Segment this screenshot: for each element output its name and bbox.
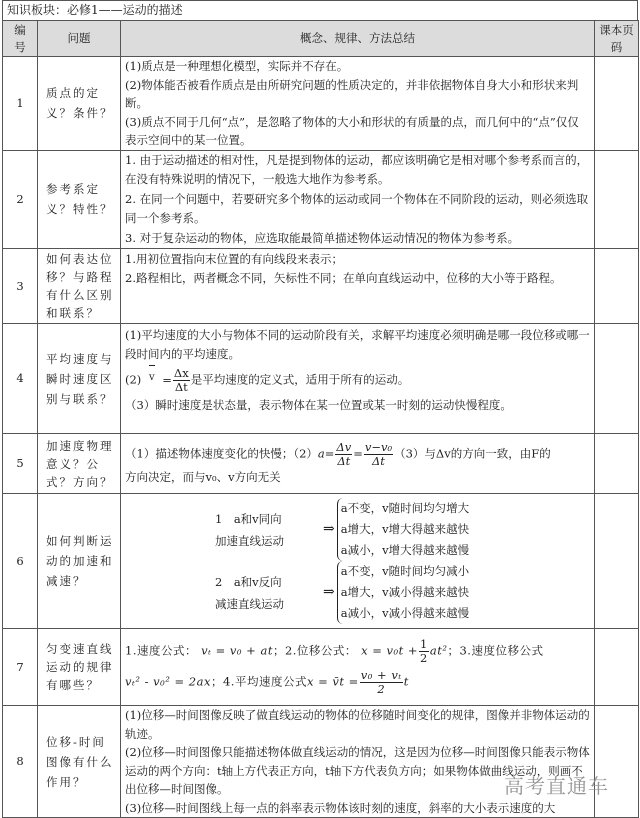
row-num: 5 xyxy=(3,434,38,494)
row-num: 8 xyxy=(3,706,38,818)
summary-line: (3)质点不同于几何“点”，是忽略了物体的大小和形状的有质量的点，而几何中的“点”仅仅表示空间中的某一位置。 xyxy=(125,114,579,147)
row-question: 参考系定义？特性？ xyxy=(38,150,121,249)
fraction-numerator: Δx xyxy=(173,366,189,380)
row-question: 加速度物理意义？公式？方向？ xyxy=(38,434,121,494)
knowledge-table-page xyxy=(2,0,638,818)
summary-line: (2)物体能否被看作质点是由所研究问题的性质决定的，并非依据物体自身大小和形状来判断。 xyxy=(125,77,579,110)
average-velocity-formula-tail: t xyxy=(403,674,409,689)
case-item: a减小，v增大得越来越慢 xyxy=(340,543,470,557)
summary-text: 1.速度公式： xyxy=(125,643,197,658)
case-title: 2 a和v反向 xyxy=(215,574,282,589)
table-row xyxy=(3,434,639,494)
row-summary xyxy=(121,324,595,434)
case-item: a减小，v减小得越来越慢 xyxy=(340,606,470,620)
row-summary xyxy=(121,249,595,324)
formula-line xyxy=(125,367,590,394)
row-page xyxy=(595,150,639,249)
summary-line: (1)平均速度的大小与物体不同的运动阶段有关，求解平均速度必须明确是哪一段位移或哪一段时间内的平均速度。 xyxy=(125,328,590,361)
row-num: 6 xyxy=(3,494,38,629)
summary-text: ；2.位移公式： xyxy=(272,643,357,658)
row-question: 如何表达位移？与路程有什么区别和联系？ xyxy=(38,249,121,324)
summary-text: （3）与Δv的方向一致，由F的 xyxy=(394,446,551,461)
fraction-avg xyxy=(360,669,403,696)
average-velocity-formula: x = v̄t = xyxy=(306,674,359,689)
equals-sign: = xyxy=(353,446,363,461)
fraction-denominator: Δt xyxy=(337,453,351,468)
fraction-numerator: v₀ + vₜ xyxy=(360,668,402,682)
fraction-denominator: Δt xyxy=(174,380,188,394)
row-question: 平均速度与瞬时速度区别与联系？ xyxy=(38,324,121,434)
summary-text: ；3.速度位移公式 xyxy=(447,643,544,658)
table-header-row xyxy=(3,21,639,57)
fraction-numerator: 1 xyxy=(420,637,428,651)
table-row xyxy=(3,494,639,629)
fraction-numerator: Δv xyxy=(336,439,352,454)
row-question: 位移-时间图像有什么作用？ xyxy=(38,706,121,818)
displacement-formula-tail: at² xyxy=(429,643,448,658)
knowledge-table xyxy=(2,20,639,818)
formula-line xyxy=(125,669,590,696)
case-label xyxy=(215,571,315,615)
row-page xyxy=(595,57,639,151)
fraction-dv-dt xyxy=(335,441,352,468)
header-question: 问题 xyxy=(38,21,121,57)
row-num: 4 xyxy=(3,324,38,434)
case-brace xyxy=(337,561,469,624)
formula-prefix: (2) xyxy=(125,372,142,387)
case-group-same-direction xyxy=(215,498,590,561)
row-num: 1 xyxy=(3,57,38,151)
table-row xyxy=(3,629,639,706)
case-brace xyxy=(337,498,469,561)
header-summary: 概念、规律、方法总结 xyxy=(121,21,595,57)
acceleration-symbol: a= xyxy=(317,446,335,461)
fraction-half xyxy=(419,638,429,665)
case-label xyxy=(215,508,315,552)
summary-line: （3）瞬时速度是状态量，表示物体在某一位置或某一时刻的运动快慢程度。 xyxy=(125,398,512,412)
average-velocity-symbol: v xyxy=(149,369,155,388)
summary-line: 方向决定，而与v₀、v方向无关 xyxy=(125,469,281,484)
case-group-opposite-direction xyxy=(215,561,590,624)
row-num: 7 xyxy=(3,629,38,706)
row-summary xyxy=(121,150,595,249)
row-num: 3 xyxy=(3,249,38,324)
table-row xyxy=(3,57,639,151)
row-page xyxy=(595,249,639,324)
watermark-text: 高考直通车 xyxy=(504,774,609,798)
section-title: 知识板块：必修1——运动的描述 xyxy=(2,0,638,20)
summary-line: 1.用初位置指向末位置的有向线段来表示； xyxy=(125,252,343,266)
summary-line: 2. 在同一个问题中，若要研究多个物体的运动或同一个物体在不同阶段的运动，则必须选取同一个参考系。 xyxy=(125,191,589,225)
case-subtitle: 加速直线运动 xyxy=(215,533,284,548)
fraction-denominator: 2 xyxy=(420,651,428,665)
summary-line: (3)位移—时间图线上每一点的斜率表示物体该时刻的速度，斜率的大小表示速度的大 xyxy=(125,800,556,815)
row-question: 匀变速直线运动的规律有哪些？ xyxy=(38,629,121,706)
row-summary xyxy=(121,629,595,706)
implies-arrow-icon: ⇒ xyxy=(323,584,335,601)
formula-line xyxy=(125,638,590,665)
formula-line xyxy=(125,441,590,468)
summary-line: 2.路程相比，两者概念不同，矢标性不同；在单向直线运动中，位移的大小等于路程。 xyxy=(125,270,562,285)
row-num: 2 xyxy=(3,150,38,249)
row-summary xyxy=(121,706,595,818)
summary-line: (2)位移—时间图像只能描述物体做直线运动的情况，这是因为位移—时间图像只能表示物体运动的两个方向：t轴上方代表正方向，t轴下方代表负方向；如果物体做曲线运动，则画不出位移—时间图像。 xyxy=(125,745,590,796)
fraction-numerator: v−v₀ xyxy=(364,439,393,454)
summary-text: （1）描述物体速度变化的快慢；（2） xyxy=(125,446,318,461)
row-page xyxy=(595,494,639,629)
fraction-denominator: 2 xyxy=(377,682,386,696)
case-item: a不变，v随时间均匀减小 xyxy=(340,564,470,578)
case-subtitle: 减速直线运动 xyxy=(215,596,284,611)
row-page xyxy=(595,324,639,434)
row-page xyxy=(595,706,639,818)
displacement-formula: x = v₀t + xyxy=(361,643,419,658)
row-question: 质点的定义？条件？ xyxy=(38,57,121,151)
summary-line: (1)位移—时间图像反映了做直线运动的物体的位移随时间变化的规律，图像并非物体运动的轨迹。 xyxy=(125,708,590,741)
summary-line: (1)质点是一种理想化模型，实际并不存在。 xyxy=(125,59,349,73)
case-item: a不变，v随时间均匀增大 xyxy=(340,501,470,515)
summary-line: 3. 对于复杂运动的物体，应选取能最简单描述物体运动情况的物体为参考系。 xyxy=(125,230,520,245)
row-question: 如何判断运动的加速和减速？ xyxy=(38,494,121,629)
table-row xyxy=(3,706,639,818)
table-row xyxy=(3,324,639,434)
row-page xyxy=(595,434,639,494)
summary-text: ；4.平均速度公式 xyxy=(210,674,307,689)
table-row xyxy=(3,249,639,324)
row-page xyxy=(595,629,639,706)
header-num: 编号 xyxy=(3,21,38,57)
formula-suffix: 是平均速度的定义式，适用于所有的运动。 xyxy=(190,372,410,387)
equals-sign: = xyxy=(162,372,172,387)
table-row xyxy=(3,150,639,249)
header-page: 课本页码 xyxy=(595,21,639,57)
case-item: a增大，v增大得越来越快 xyxy=(340,522,470,536)
case-item: a增大，v减小得越来越快 xyxy=(340,585,470,599)
row-summary xyxy=(121,434,595,494)
row-summary xyxy=(121,494,595,629)
row-summary xyxy=(121,57,595,151)
implies-arrow-icon: ⇒ xyxy=(323,521,335,538)
summary-line: 1. 由于运动描述的相对性，凡是提到物体的运动，都应该明确它是相对哪个参考系而言的，在没有特殊说明的情况下，一般选大地作为参考系。 xyxy=(125,152,589,186)
fraction-dx-dt xyxy=(173,367,190,394)
velocity-formula: vₜ = v₀ + at xyxy=(201,643,273,658)
velocity-displacement-formula: vₜ² - v₀² = 2ax xyxy=(125,674,211,689)
fraction-denominator: Δt xyxy=(372,453,385,468)
case-title: 1 a和v同向 xyxy=(215,511,282,526)
fraction-v-v0 xyxy=(364,441,393,468)
